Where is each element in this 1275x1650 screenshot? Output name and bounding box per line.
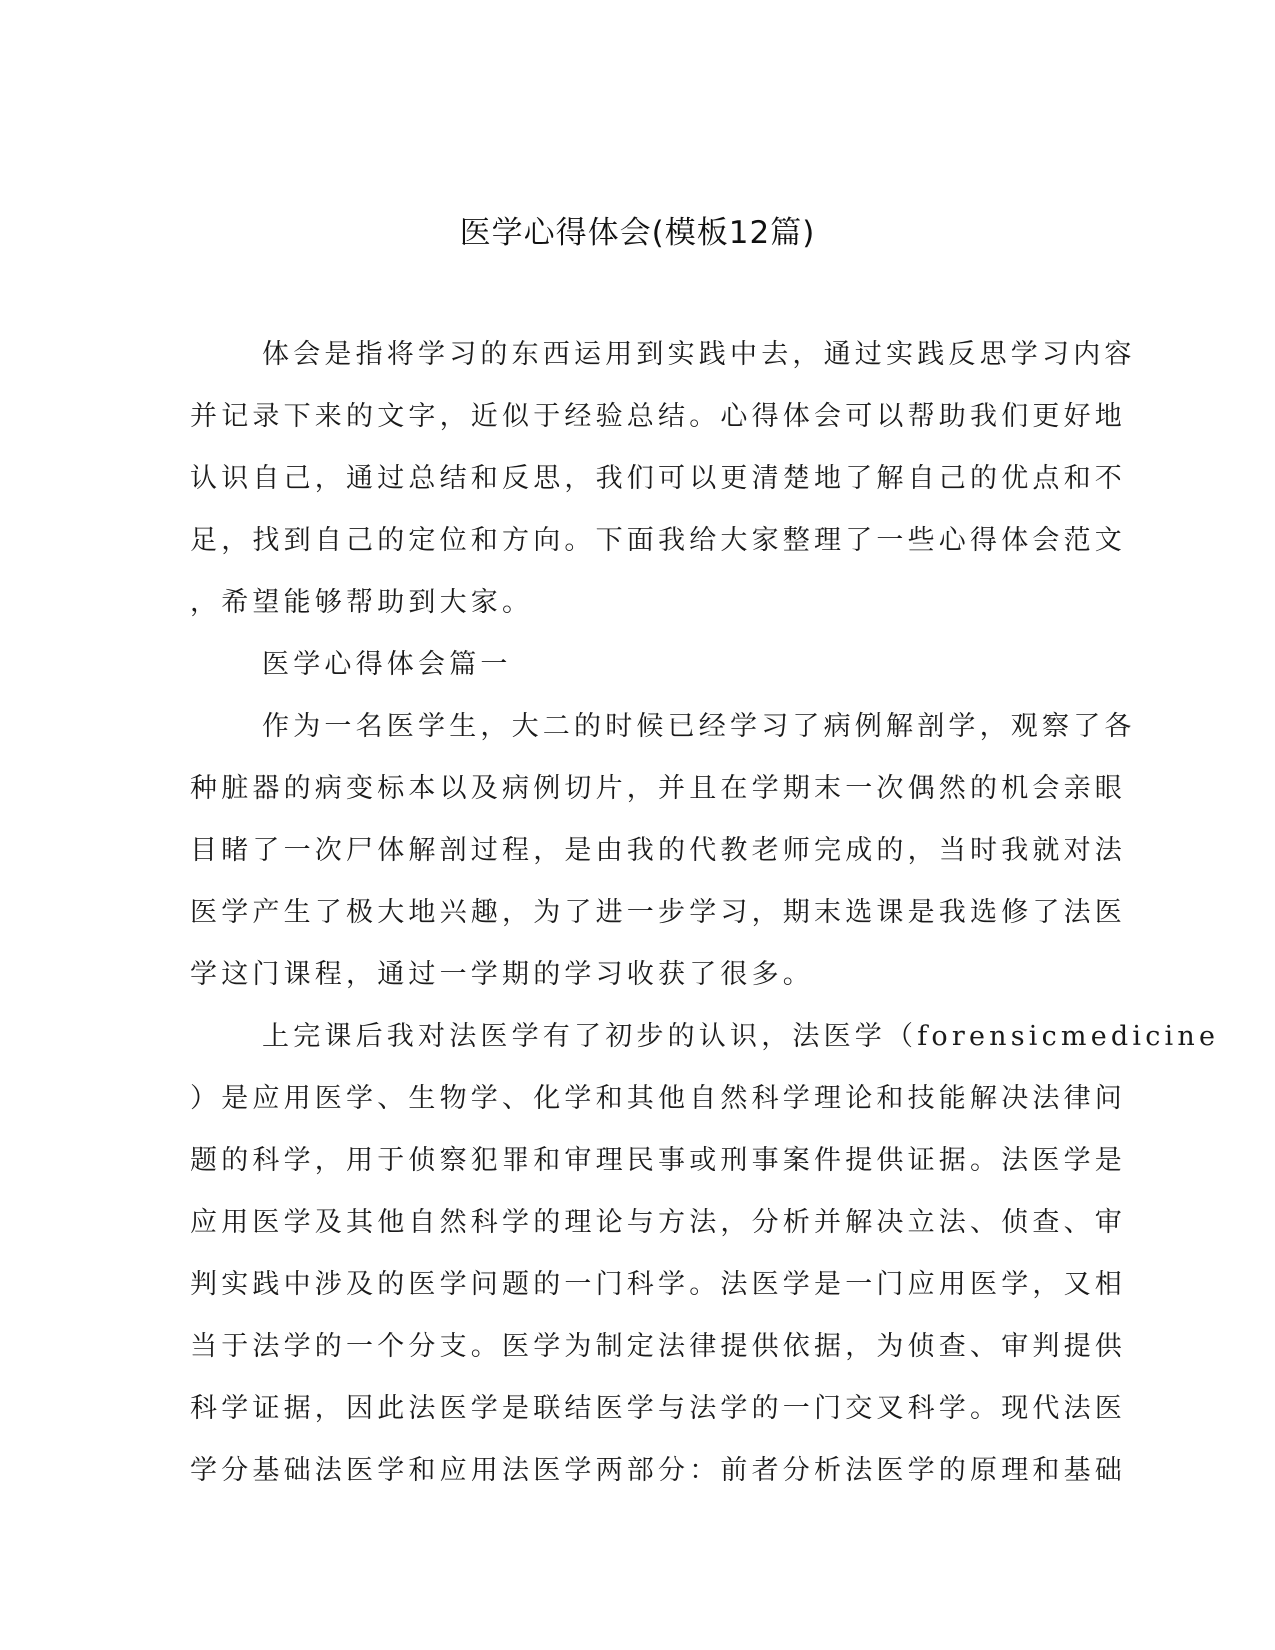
text-line: 判实践中涉及的医学问题的一门科学。法医学是一门应用医学，又相 bbox=[190, 1269, 1126, 1300]
text-line: 体会是指将学习的东西运用到实践中去，通过实践反思学习内容 bbox=[262, 339, 1136, 370]
text-line: ）是应用医学、生物学、化学和其他自然科学理论和技能解决法律问 bbox=[190, 1083, 1126, 1114]
text-line: 题的科学，用于侦察犯罪和审理民事或刑事案件提供证据。法医学是 bbox=[190, 1145, 1126, 1176]
text-line: 种脏器的病变标本以及病例切片，并且在学期末一次偶然的机会亲眼 bbox=[190, 773, 1126, 804]
document-title: 医学心得体会(模板12篇) bbox=[459, 215, 816, 251]
text-line: 医学产生了极大地兴趣，为了进一步学习，期末选课是我选修了法医 bbox=[190, 897, 1126, 928]
text-line: 学分基础法医学和应用法医学两部分：前者分析法医学的原理和基础 bbox=[190, 1455, 1126, 1486]
text-line: 认识自己，通过总结和反思，我们可以更清楚地了解自己的优点和不 bbox=[190, 463, 1126, 494]
text-line: 应用医学及其他自然科学的理论与方法，分析并解决立法、侦查、审 bbox=[190, 1207, 1126, 1238]
text-line: 科学证据，因此法医学是联结医学与法学的一门交叉科学。现代法医 bbox=[190, 1393, 1126, 1424]
text-line: 作为一名医学生，大二的时候已经学习了病例解剖学，观察了各 bbox=[262, 711, 1136, 742]
text-line: 学这门课程，通过一学期的学习收获了很多。 bbox=[190, 959, 814, 990]
document-body bbox=[190, 335, 1220, 1513]
text-line: 当于法学的一个分支。医学为制定法律提供依据，为侦查、审判提供 bbox=[190, 1331, 1126, 1362]
text-line: 目睹了一次尸体解剖过程，是由我的代教老师完成的，当时我就对法 bbox=[190, 835, 1126, 866]
text-line: 上完课后我对法医学有了初步的认识，法医学（forensicmedicine bbox=[262, 1021, 1220, 1052]
text-line: 足，找到自己的定位和方向。下面我给大家整理了一些心得体会范文 bbox=[190, 525, 1126, 556]
text-line: ，希望能够帮助到大家。 bbox=[190, 587, 534, 618]
text-line: 并记录下来的文字，近似于经验总结。心得体会可以帮助我们更好地 bbox=[190, 401, 1126, 432]
section-heading: 医学心得体会篇一 bbox=[262, 649, 512, 680]
